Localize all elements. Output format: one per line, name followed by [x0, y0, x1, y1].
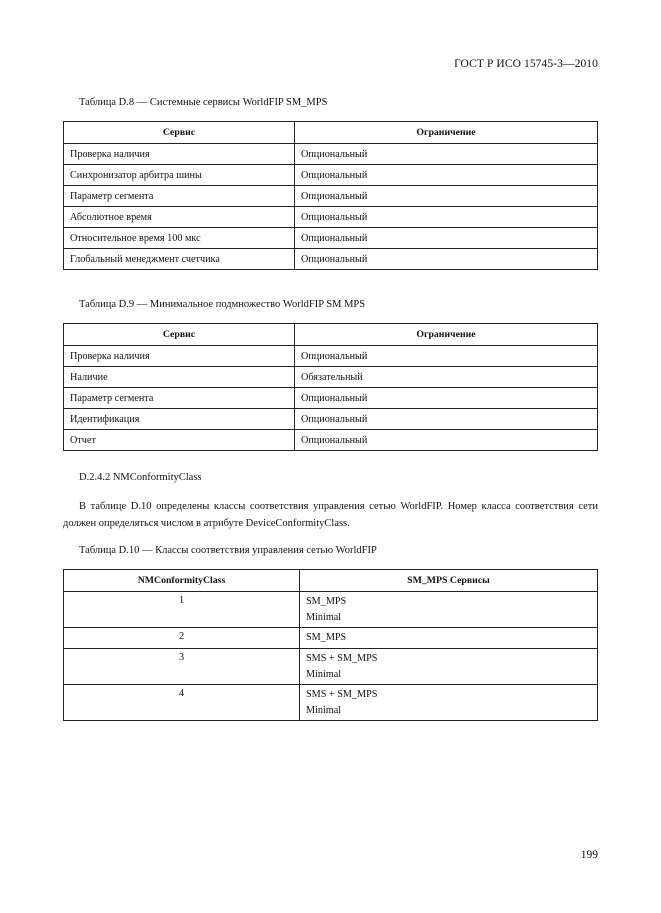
table-header-row	[64, 570, 598, 592]
section-paragraph: В таблице D.10 определены классы соответствия управления сетью WorldFIP. Номер класса соответствия сети должен определяться числом в атрибуте DeviceConformityClass.	[63, 501, 598, 529]
table-cell: Относительное время 100 мкс	[64, 228, 295, 249]
table-row	[64, 228, 598, 249]
table-d8-caption: Таблица D.8 — Системные сервисы WorldFIP SM_MPS	[79, 97, 328, 108]
column-header: SM_MPS Сервисы	[300, 570, 598, 592]
table-cell: Опциональный	[295, 346, 598, 367]
table-row	[64, 186, 598, 207]
table-row	[64, 346, 598, 367]
table-cell: Параметр сегмента	[64, 388, 295, 409]
column-header: Ограничение	[295, 122, 598, 144]
table-cell: Отчет	[64, 430, 295, 451]
services-cell	[300, 628, 598, 649]
table-row	[64, 144, 598, 165]
table-d9-caption: Таблица D.9 — Минимальное подмножество WorldFIP SM MPS	[79, 299, 366, 310]
document-code: ГОСТ Р ИСО 15745-3—2010	[454, 58, 598, 70]
column-header: Сервис	[64, 324, 295, 346]
table-row	[64, 409, 598, 430]
table-row	[64, 388, 598, 409]
services-cell	[300, 649, 598, 685]
table-cell: Опциональный	[295, 430, 598, 451]
column-header: NMConformityClass	[64, 570, 300, 592]
services-line: SMS + SM_MPS	[306, 689, 378, 700]
table-row	[64, 649, 598, 685]
table-row	[64, 249, 598, 270]
services-line: SM_MPS	[306, 596, 347, 607]
services-line: SMS + SM_MPS	[306, 653, 378, 664]
table-cell: Опциональный	[295, 409, 598, 430]
column-header: Ограничение	[295, 324, 598, 346]
table-cell: Опциональный	[295, 165, 598, 186]
table-d9	[63, 323, 598, 451]
table-cell: Наличие	[64, 367, 295, 388]
table-cell: Глобальный менеджмент счетчика	[64, 249, 295, 270]
table-cell: Параметр сегмента	[64, 186, 295, 207]
table-cell: Синхронизатор арбитра шины	[64, 165, 295, 186]
table-cell: Опциональный	[295, 144, 598, 165]
class-cell: 3	[64, 649, 300, 685]
class-cell: 2	[64, 628, 300, 649]
table-d10-caption: Таблица D.10 — Классы соответствия управления сетью WorldFIP	[79, 545, 377, 556]
table-row	[64, 592, 598, 628]
table-header-row	[64, 122, 598, 144]
table-cell: Опциональный	[295, 207, 598, 228]
table-cell: Обязательный	[295, 367, 598, 388]
table-row	[64, 165, 598, 186]
page-number: 199	[580, 849, 598, 861]
services-line: Minimal	[306, 668, 342, 680]
table-row	[64, 685, 598, 721]
services-cell	[300, 592, 598, 628]
services-line: SM_MPS	[306, 632, 347, 643]
table-cell: Опциональный	[295, 186, 598, 207]
table-cell: Проверка наличия	[64, 346, 295, 367]
services-line: Minimal	[306, 704, 342, 716]
section-heading: D.2.4.2 NMConformityClass	[79, 472, 202, 483]
class-cell: 4	[64, 685, 300, 721]
table-row	[64, 367, 598, 388]
services-cell	[300, 685, 598, 721]
table-cell: Абсолютное время	[64, 207, 295, 228]
services-line: Minimal	[306, 611, 342, 623]
table-row	[64, 207, 598, 228]
table-cell: Идентификация	[64, 409, 295, 430]
table-cell: Опциональный	[295, 388, 598, 409]
table-d8	[63, 121, 598, 270]
class-cell: 1	[64, 592, 300, 628]
table-cell: Опциональный	[295, 249, 598, 270]
column-header: Сервис	[64, 122, 295, 144]
table-d10	[63, 569, 598, 721]
table-cell: Опциональный	[295, 228, 598, 249]
table-cell: Проверка наличия	[64, 144, 295, 165]
table-row	[64, 628, 598, 649]
table-row	[64, 430, 598, 451]
table-header-row	[64, 324, 598, 346]
